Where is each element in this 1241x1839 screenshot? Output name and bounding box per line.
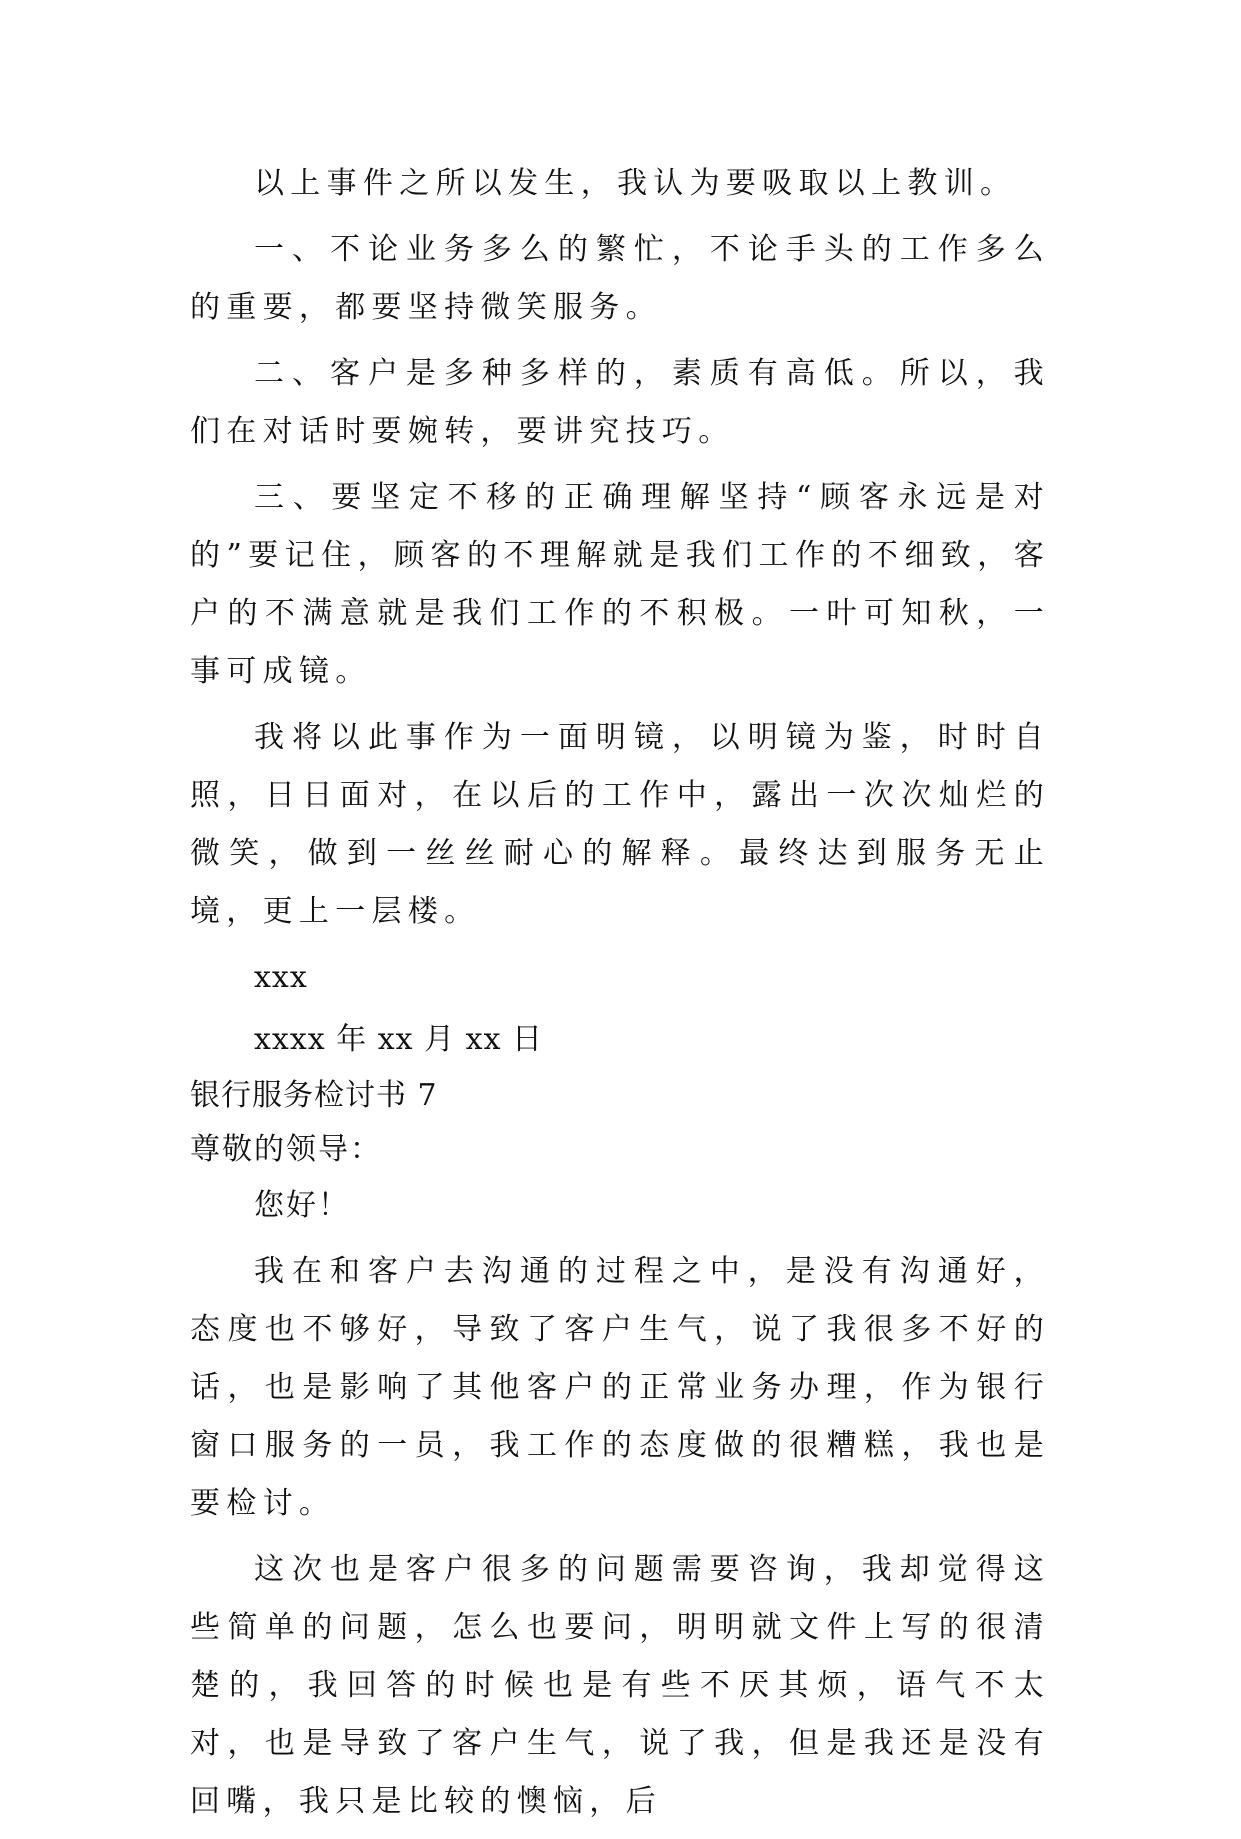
paragraph-reflection: 这次也是客户很多的问题需要咨询，我却觉得这些简单的问题，怎么也要问，明明就文件上写的很清楚的，我回答的时候也是有些不厌其烦，语气不太对，也是导致了客户生气，说了我，但是我还是没有回嘴，我只是比较的懊恼，后 — [190, 1552, 1050, 1819]
paragraph-lesson-one: 一、不论业务多么的繁忙，不论手头的工作多么的重要，都要坚持微笑服务。 — [190, 232, 1050, 325]
paragraph-lesson-three: 三、要坚定不移的正确理解坚持“顾客永远是对的”要记住，顾客的不理解就是我们工作的不细致，客户的不满意就是我们工作的不积极。一叶可知秋，一事可成镜。 — [190, 480, 1050, 689]
paragraph-resolution: 我将以此事作为一面明镜，以明镜为鉴，时时自照，日日面对，在以后的工作中，露出一次次灿烂的微笑，做到一丝丝耐心的解释。最终达到服务无止境，更上一层楼。 — [190, 720, 1050, 929]
signature-name: xxx — [254, 960, 308, 995]
document-body — [190, 155, 1050, 1839]
salutation: 尊敬的领导： — [190, 1132, 382, 1167]
signature-date: xxxx 年 xx 月 xx 日 — [254, 1022, 544, 1057]
paragraph-lesson-two: 二、客户是多种多样的，素质有高低。所以，我们在对话时要婉转，要讲究技巧。 — [190, 356, 1050, 449]
greeting: 您好！ — [254, 1188, 350, 1223]
section-title: 银行服务检讨书 7 — [190, 1078, 438, 1113]
paragraph-lessons-intro: 以上事件之所以发生，我认为要吸取以上教训。 — [254, 166, 1017, 201]
paragraph-incident: 我在和客户去沟通的过程之中，是没有沟通好，态度也不够好，导致了客户生气，说了我很多不好的话，也是影响了其他客户的正常业务办理，作为银行窗口服务的一员，我工作的态度做的很糟糕，我也是要检讨。 — [190, 1254, 1050, 1521]
